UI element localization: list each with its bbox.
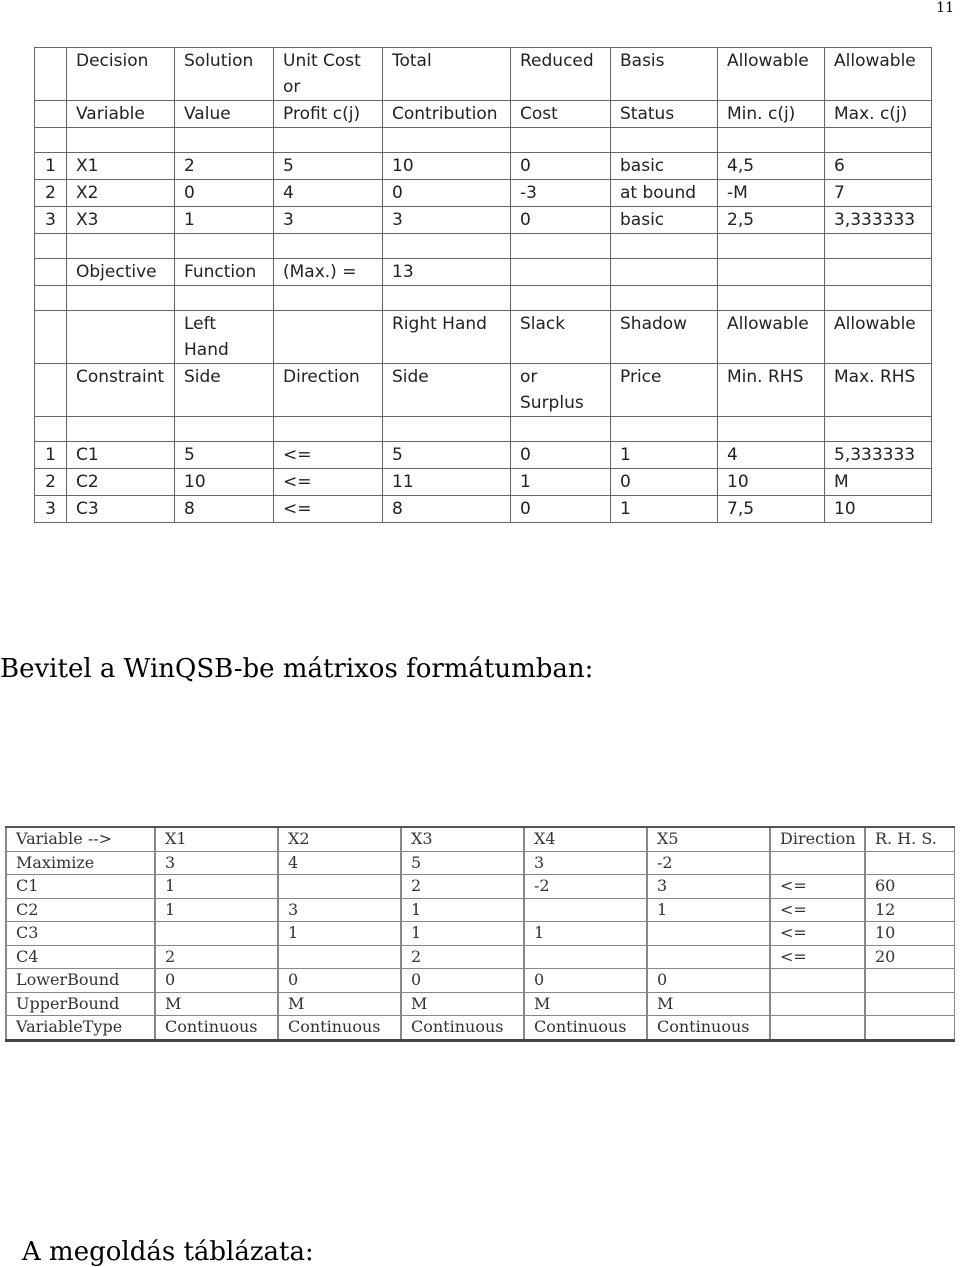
table-cell: <= [274,496,383,523]
table-cell [35,364,67,417]
table-cell: X3 [401,827,524,851]
table-row [6,922,954,946]
table-cell [35,128,67,153]
table-cell: 2 [35,180,67,207]
table-cell: <= [770,922,865,946]
table-cell: Total [383,48,511,101]
table-row [35,259,932,286]
solution-caption: A megoldás táblázata: [22,1237,314,1267]
table-cell: 1 [155,898,278,922]
table-cell: Allowable [718,311,825,364]
table-cell: Profit c(j) [274,101,383,128]
table-cell: Cost [511,101,611,128]
table-cell [511,417,611,442]
table-cell [67,417,175,442]
table-cell: Allowable [825,311,932,364]
table-cell [383,417,511,442]
table-cell: 1 [278,922,401,946]
table-cell [278,945,401,969]
table-cell [35,286,67,311]
table-cell: 0 [511,207,611,234]
table-cell: 3 [35,496,67,523]
table-cell [718,259,825,286]
table-cell: Allowable [718,48,825,101]
table-cell [274,311,383,364]
table-cell [718,286,825,311]
table-cell [524,945,647,969]
table-cell: 12 [865,898,954,922]
table-cell: 3 [383,207,511,234]
table-row [35,101,932,128]
table-cell: Left Hand [175,311,274,364]
table-cell [155,922,278,946]
table-cell: 5 [401,851,524,875]
table-cell: 0 [155,969,278,993]
table-cell: 1 [35,442,67,469]
table-cell: Continuous [278,1016,401,1041]
table-cell: X4 [524,827,647,851]
table-cell [67,311,175,364]
table-cell: 8 [175,496,274,523]
table-cell: 10 [175,469,274,496]
table-cell: 1 [611,442,718,469]
table-cell: 4,5 [718,153,825,180]
table-cell [511,259,611,286]
table-cell: 1 [611,496,718,523]
table-cell [865,969,954,993]
table-cell [511,128,611,153]
table-cell: 1 [35,153,67,180]
table-cell [718,417,825,442]
blank-row [35,234,932,259]
table-row [6,945,954,969]
table-cell [67,128,175,153]
table-cell: Solution [175,48,274,101]
table-cell: Reduced [511,48,611,101]
table-cell [611,286,718,311]
table-row [35,180,932,207]
table-cell [35,311,67,364]
table-cell: 1 [401,922,524,946]
table-cell [175,234,274,259]
table-cell: M [825,469,932,496]
table-cell: (Max.) = [274,259,383,286]
winqsb-matrix-table [5,826,955,1042]
table-cell: Contribution [383,101,511,128]
table-cell [825,128,932,153]
table-cell: 11 [383,469,511,496]
table-cell: Status [611,101,718,128]
table-cell: Continuous [524,1016,647,1041]
table-cell: 7 [825,180,932,207]
table-cell [175,417,274,442]
table-row [6,969,954,993]
table-cell [274,234,383,259]
table-cell [278,875,401,899]
table-cell [718,128,825,153]
input-caption: Bevitel a WinQSB-be mátrixos formátumban: [0,654,594,684]
table-cell: Max. RHS [825,364,932,417]
table-cell [611,234,718,259]
table-row [6,851,954,875]
table-cell: 0 [278,969,401,993]
table-cell: M [401,992,524,1016]
table-cell: Maximize [6,851,155,875]
table-cell: X5 [647,827,770,851]
table-cell [611,417,718,442]
table-cell: M [278,992,401,1016]
table-cell: <= [274,442,383,469]
table-cell: Variable --> [6,827,155,851]
table-cell: M [647,992,770,1016]
table-cell [274,286,383,311]
table-cell: 4 [718,442,825,469]
table-cell: R. H. S. [865,827,954,851]
table-cell [35,417,67,442]
table-cell: 20 [865,945,954,969]
table-row [6,898,954,922]
table-cell: 6 [825,153,932,180]
table-cell: Decision [67,48,175,101]
table-cell: Continuous [155,1016,278,1041]
table-cell: C1 [67,442,175,469]
table-cell: 5 [274,153,383,180]
table-cell: at bound [611,180,718,207]
table-cell [611,128,718,153]
table-cell [175,128,274,153]
table-cell: <= [770,898,865,922]
table-cell: C3 [67,496,175,523]
table-cell: 1 [401,898,524,922]
table-cell: 1 [647,898,770,922]
table-cell [825,259,932,286]
table-row [35,207,932,234]
table-cell: 13 [383,259,511,286]
table-cell: 0 [511,442,611,469]
table-cell: Constraint [67,364,175,417]
table-cell: 4 [278,851,401,875]
table-cell: 3 [278,898,401,922]
table-cell: 3 [35,207,67,234]
table-cell: X2 [278,827,401,851]
table-cell: C3 [6,922,155,946]
table-cell [383,286,511,311]
table-cell: 4 [274,180,383,207]
table-row [6,1016,954,1041]
table-cell: Continuous [401,1016,524,1041]
table-cell: Max. c(j) [825,101,932,128]
table-cell [511,234,611,259]
table-cell: 2 [401,875,524,899]
table-cell [35,48,67,101]
table-cell: Min. c(j) [718,101,825,128]
table-cell [611,259,718,286]
table-cell: Side [175,364,274,417]
blank-row [35,286,932,311]
table-cell: -2 [524,875,647,899]
table-cell [647,945,770,969]
table-cell [825,417,932,442]
table-row [35,469,932,496]
table-cell: 3,333333 [825,207,932,234]
page-number: 11 [936,0,954,16]
table-cell: 3 [647,875,770,899]
table-cell [67,286,175,311]
table-cell [383,234,511,259]
table-cell: 3 [524,851,647,875]
table-cell: 0 [175,180,274,207]
table-row [35,364,932,417]
sensitivity-report-table [34,47,932,523]
table-cell: Unit Cost or [274,48,383,101]
table-cell: 5 [175,442,274,469]
table-cell [383,128,511,153]
table-cell: VariableType [6,1016,155,1041]
table-cell: Allowable [825,48,932,101]
table-cell: Variable [67,101,175,128]
table-row [35,311,932,364]
table-row [35,496,932,523]
table-cell: UpperBound [6,992,155,1016]
table-cell: 1 [175,207,274,234]
table-cell: Function [175,259,274,286]
table-cell: 0 [524,969,647,993]
table-cell: 1 [155,875,278,899]
table-cell: Direction [274,364,383,417]
table-cell [825,286,932,311]
table-cell [865,1016,954,1041]
table-cell: M [155,992,278,1016]
table-cell [825,234,932,259]
table-cell: 0 [383,180,511,207]
table-cell: basic [611,153,718,180]
table-cell: 5 [383,442,511,469]
blank-row [35,128,932,153]
table-cell [511,286,611,311]
table-cell: 60 [865,875,954,899]
table-cell: 5,333333 [825,442,932,469]
table-cell: Basis [611,48,718,101]
blank-row [35,417,932,442]
table-cell: basic [611,207,718,234]
table-cell: <= [274,469,383,496]
table-cell: Slack [511,311,611,364]
table-cell: Continuous [647,1016,770,1041]
table-cell: 10 [718,469,825,496]
table-cell: C1 [6,875,155,899]
table-cell: -M [718,180,825,207]
table-row [35,442,932,469]
table-cell: 8 [383,496,511,523]
table-cell: Value [175,101,274,128]
table-cell: Shadow [611,311,718,364]
table-cell [35,101,67,128]
table-cell: 1 [524,922,647,946]
table-cell: 0 [511,153,611,180]
table-cell: 2 [401,945,524,969]
table-cell: X1 [155,827,278,851]
table-cell: 1 [511,469,611,496]
table-cell: M [524,992,647,1016]
table-cell: or Surplus [511,364,611,417]
table-cell: X1 [67,153,175,180]
table-cell: 0 [647,969,770,993]
table-cell [865,851,954,875]
table-row [35,48,932,101]
table-row [35,153,932,180]
table-cell: 2 [175,153,274,180]
table-cell: 2,5 [718,207,825,234]
table-row [6,827,954,851]
table-cell: C2 [6,898,155,922]
table-cell [274,417,383,442]
table-cell: <= [770,945,865,969]
table-cell: LowerBound [6,969,155,993]
table-cell: Price [611,364,718,417]
table-cell: Side [383,364,511,417]
table-cell [770,851,865,875]
table-cell: 10 [825,496,932,523]
table-row [6,992,954,1016]
table-cell [524,898,647,922]
table-cell: X2 [67,180,175,207]
table-cell [865,992,954,1016]
table-cell: -2 [647,851,770,875]
table-cell: 2 [155,945,278,969]
table-cell: C4 [6,945,155,969]
table-cell: 0 [611,469,718,496]
table-cell [770,969,865,993]
table-cell: Min. RHS [718,364,825,417]
table-cell: Right Hand [383,311,511,364]
table-cell: Objective [67,259,175,286]
table-cell: 0 [511,496,611,523]
table-cell: 3 [155,851,278,875]
table-cell: 3 [274,207,383,234]
table-row [6,875,954,899]
table-cell: 10 [383,153,511,180]
table-cell [274,128,383,153]
table-cell: 10 [865,922,954,946]
table-cell: C2 [67,469,175,496]
table-cell [67,234,175,259]
table-cell: Direction [770,827,865,851]
table-cell [718,234,825,259]
table-cell: -3 [511,180,611,207]
table-cell: 2 [35,469,67,496]
table-cell [35,259,67,286]
table-cell: 0 [401,969,524,993]
table-cell [770,1016,865,1041]
table-cell: X3 [67,207,175,234]
table-cell [35,234,67,259]
table-cell [770,992,865,1016]
table-cell: <= [770,875,865,899]
table-cell [175,286,274,311]
table-cell: 7,5 [718,496,825,523]
table-cell [647,922,770,946]
